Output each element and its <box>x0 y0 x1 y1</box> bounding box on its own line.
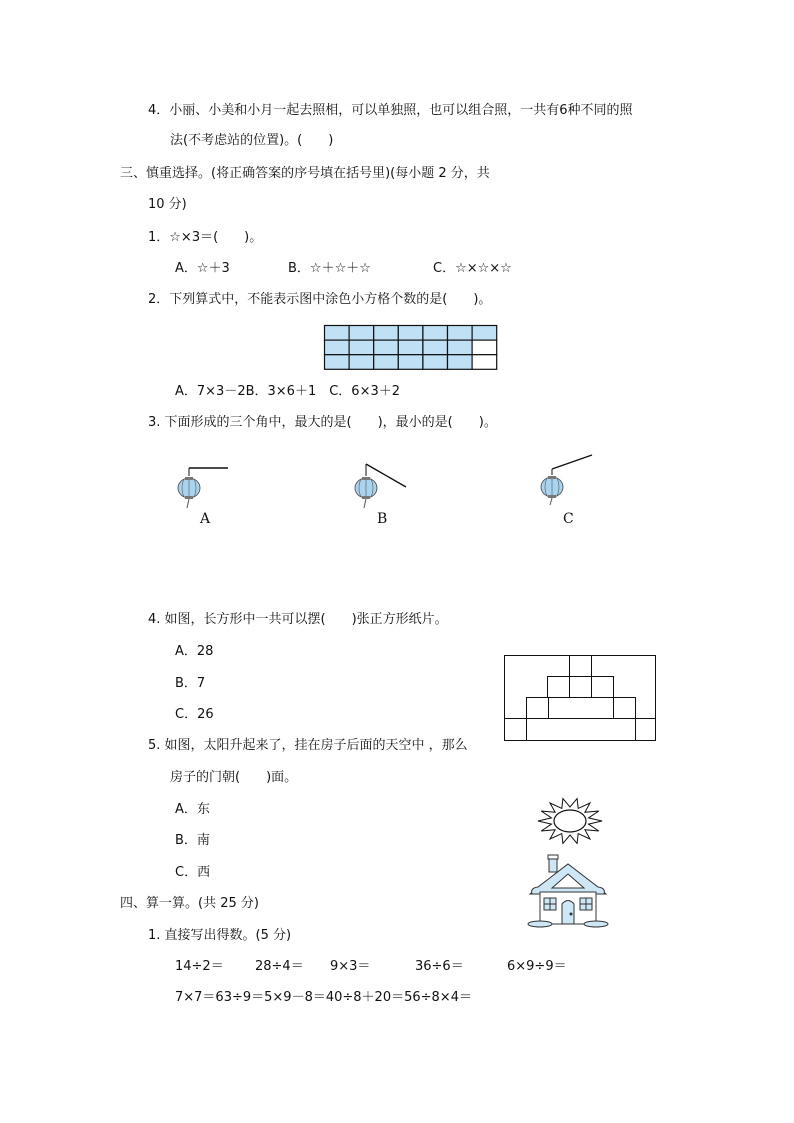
grid-cell <box>325 340 350 355</box>
grid-cell <box>374 326 399 341</box>
grid-cell <box>423 355 448 370</box>
lantern-icon <box>178 477 200 508</box>
q2-shaded-grid <box>324 325 498 370</box>
grid-cell <box>398 355 423 370</box>
grid-cell <box>374 340 399 355</box>
grid-cell <box>349 340 374 355</box>
angle-label-c: C <box>563 511 574 527</box>
angle-figure-c <box>537 450 597 510</box>
rectangle-squares-figure <box>504 654 657 742</box>
grid-cell <box>325 355 350 370</box>
q1-option-b: B．☆＋☆＋☆ <box>288 261 371 276</box>
judge-q4-line2: 法(不考虑站的位置)。( ) <box>170 133 334 148</box>
q1-option-a: A．☆＋3 <box>175 261 230 276</box>
calc-item: 9×3＝ <box>330 959 371 974</box>
section4-title: 四、算一算。(共 25 分) <box>120 896 259 911</box>
q4-option-a: A．28 <box>175 644 214 659</box>
q5-option-c: C．西 <box>175 865 211 880</box>
grid-cell <box>472 326 497 341</box>
grid-cell <box>472 340 497 355</box>
angle-label-b: B <box>377 511 388 527</box>
q5-option-b: B．南 <box>175 833 210 848</box>
q2-options: A．7×3－2B．3×6＋1 C．6×3＋2 <box>175 384 401 399</box>
s4-q1-stem: 1. 直接写出得数。(5 分) <box>148 928 292 943</box>
angle-figure-a <box>175 460 235 515</box>
calc-item: 36÷6＝ <box>415 959 464 974</box>
q4-option-b: B．7 <box>175 676 206 691</box>
grid-cell <box>325 326 350 341</box>
q1-stem: 1．☆×3＝( )。 <box>148 230 263 245</box>
grid-cell <box>448 340 473 355</box>
grid-cell <box>448 355 473 370</box>
lantern-icon <box>355 477 377 508</box>
lantern-icon <box>541 476 563 505</box>
q5-stem-line2: 房子的门朝( )面。 <box>170 770 298 785</box>
grid-cell <box>448 326 473 341</box>
calc-item: 6×9÷9＝ <box>507 959 567 974</box>
grid-cell <box>349 326 374 341</box>
calc-row-2: 7×7＝63÷9＝5×9－8＝40÷8＋20＝56÷8×4＝ <box>175 990 472 1005</box>
house-icon <box>526 852 610 928</box>
grid-cell <box>374 355 399 370</box>
q4-option-c: C．26 <box>175 707 214 722</box>
calc-item: 14÷2＝ <box>175 959 224 974</box>
calc-item: 28÷4＝ <box>255 959 304 974</box>
q4-stem: 4. 如图，长方形中一共可以摆( )张正方形纸片。 <box>148 612 448 627</box>
angle-label-a: A <box>200 511 211 527</box>
q5-option-a: A．东 <box>175 802 210 817</box>
sun-icon <box>534 795 606 845</box>
grid-cell <box>398 340 423 355</box>
grid-cell <box>472 355 497 370</box>
q5-stem-line1: 5. 如图，太阳升起来了，挂在房子后面的天空中 ，那么 <box>148 738 468 753</box>
judge-q4-line1: 4．小丽、小美和小月一起去照相，可以单独照，也可以组合照，一共有6种不同的照 <box>148 103 633 118</box>
calc-row-1 <box>175 958 567 976</box>
grid-cell <box>423 340 448 355</box>
section3-title-line2: 10 分) <box>148 197 187 212</box>
angle-figure-b <box>352 460 412 515</box>
q1-option-c: C．☆×☆×☆ <box>433 261 512 276</box>
q3-stem: 3. 下面形成的三个角中，最大的是( )，最小的是( )。 <box>148 415 497 430</box>
grid-cell <box>349 355 374 370</box>
q2-stem: 2．下列算式中，不能表示图中涂色小方格个数的是( )。 <box>148 292 492 307</box>
grid-cell <box>423 326 448 341</box>
section3-title-line1: 三、慎重选择。(将正确答案的序号填在括号里)(每小题 2 分，共 <box>120 166 490 181</box>
grid-cell <box>398 326 423 341</box>
